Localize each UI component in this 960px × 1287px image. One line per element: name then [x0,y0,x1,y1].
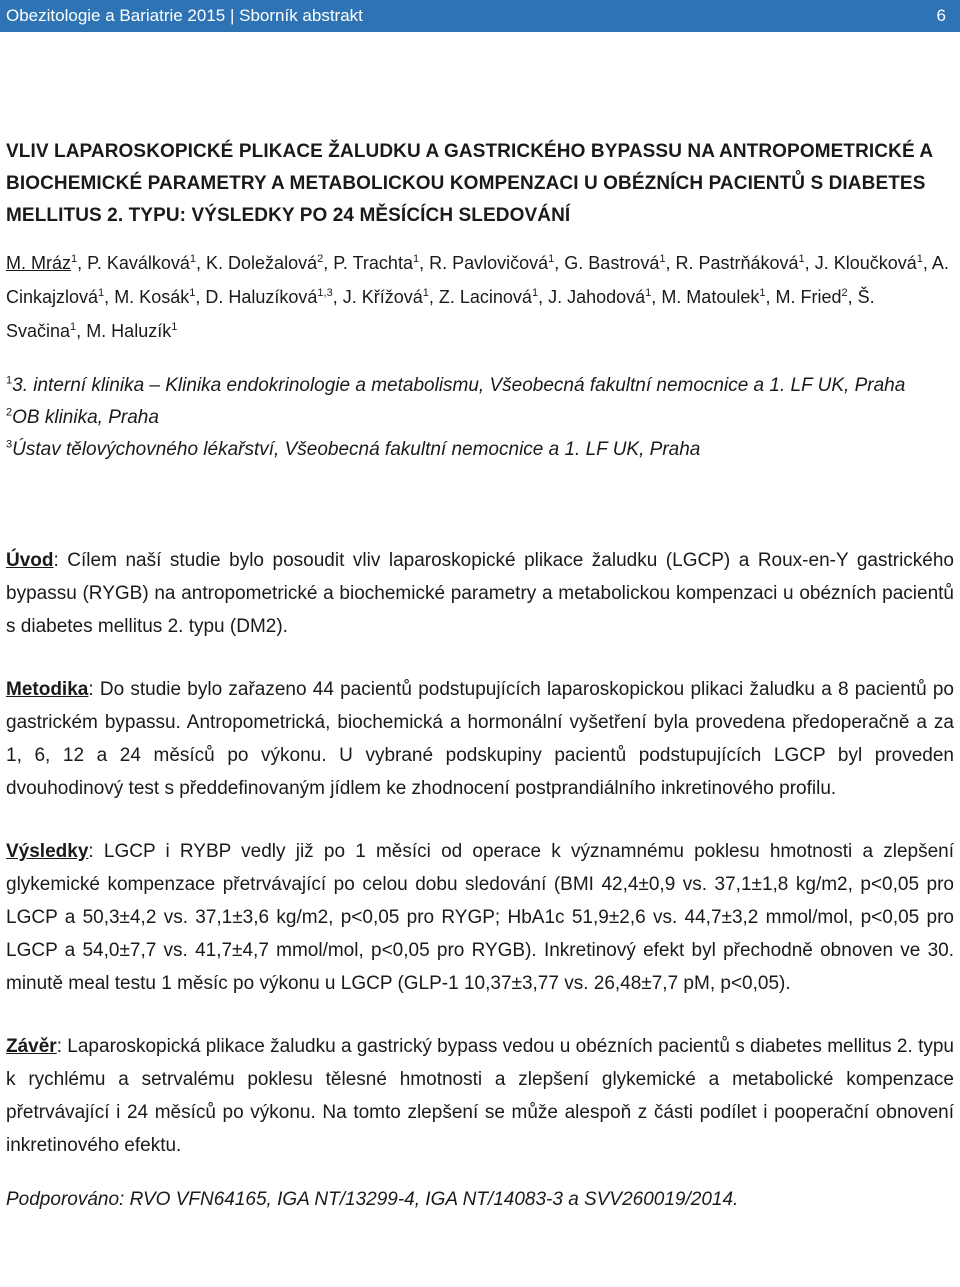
author-affiliation-mark: 1 [548,253,555,265]
author [86,321,177,341]
author-name: P. Trachta [333,253,413,273]
author-affiliation-mark: 1 [916,253,923,265]
affiliation-number: 3 [6,438,13,451]
affiliation [6,370,954,402]
author [661,287,765,307]
author-affiliation-mark: 1 [798,253,805,265]
author [564,253,665,273]
affiliation-list [6,370,954,466]
affiliation-text: 3. interní klinika – Klinika endokrinologie a metabolismu, Všeobecná fakultní nemocnice a 1. LF UK, Praha [12,375,906,396]
author-name: Š. Svačina [6,287,875,341]
author-affiliation-mark: 1 [759,287,766,299]
author-name: Z. Lacinová [438,287,532,307]
author-affiliation-mark: 1 [189,253,197,265]
affiliation-text: OB klinika, Praha [12,407,159,428]
author-name: M. Fried [775,287,842,307]
author-affiliation-mark: 1 [412,253,420,265]
author-name: P. Kaválková [87,253,190,273]
author-name: M. Kosák [114,287,190,307]
author-affiliation-mark: 2 [841,287,848,299]
section-label: Výsledky [6,841,89,862]
section-text: : Do studie bylo zařazeno 44 pacientů podstupujících laparoskopickou plikaci žaludku a 8 pacientů po gastrickém bypassu. Antropometrická, biochemická a hormonální vyšetření byla provedena předoperačně a za 1, 6, 12 a 24 měsíců po výkonu. U vybrané podskupiny pacientů podstupujících LGCP byl proveden dvouhodinový test s předdefinovaným jídlem ke zhodnocení postprandiálního inkretinového profilu. [6,679,954,799]
author [206,253,323,273]
author-affiliation-mark: 1 [189,287,196,299]
page-number: 6 [936,6,946,25]
author-name: J. Křížová [342,287,423,307]
section-vysledky [6,835,954,1000]
section-metodika [6,673,954,805]
author-affiliation-mark: 1 [659,253,666,265]
author-name: A. Cinkajzlová [6,253,949,307]
funding-note: Podporováno: RVO VFN64165, IGA NT/13299-4, IGA NT/14083-3 a SVV260019/2014. [6,1189,739,1210]
affiliation [6,434,954,466]
author-name: R. Pavlovičová [429,253,549,273]
section-label: Úvod [6,550,54,571]
section-label: Závěr [6,1036,57,1057]
author-name: K. Doležalová [206,253,318,273]
section-text: : LGCP i RYBP vedly již po 1 měsíci od operace k významnému poklesu hmotnosti a zlepšení glykemické kompenzace přetrvávající po celou dobu sledování (BMI 42,4±0,9 vs. 37,1±1,8 kg/m2, p<0,05 pro LGCP a 50,3±4,2 vs. 37,1±3,6 kg/m2, p<0,05 pro RYGP; HbA1c 51,9±2,6 vs. 44,7±3,2 mmol/mol, p<0,05 pro LGCP a 54,0±7,7 vs. 41,7±4,7 mmol/mol, p<0,05 pro RYGB). Inkretinový efekt byl přechodně obnoven ve 30. minutě meal testu 1 měsíc po výkonu u LGCP (GLP-1 10,37±3,77 vs. 26,48±7,7 pM, p<0,05). [6,841,954,994]
author-affiliation-mark: 1 [71,253,78,265]
section-uvod [6,544,954,643]
affiliation [6,402,954,434]
author [87,253,196,273]
affiliation-number: 2 [6,406,13,419]
author-affiliation-mark: 1 [531,287,539,299]
author-name: J. Jahodová [548,287,646,307]
author [429,253,554,273]
author [776,287,848,307]
author-name: D. Haluzíková [205,287,318,307]
author-affiliation-mark: 1 [645,287,652,299]
author-name: M. Haluzík [86,321,172,341]
author-affiliation-mark: 1 [70,321,77,333]
running-header [0,0,960,32]
author-name: J. Kloučková [814,253,917,273]
author [333,253,419,273]
journal-title: Obezitologie a Bariatrie 2015 | Sborník abstrakt [6,6,363,25]
author-affiliation-mark: 1 [98,287,105,299]
affiliation-text: Ústav tělovýchovného lékařství, Všeobecná fakultní nemocnice a 1. LF UK, Praha [12,439,701,460]
section-text: : Laparoskopická plikace žaludku a gastrický bypass vedou u obézních pacientů s diabetes mellitus 2. typu k rychlému a setrvalému poklesu tělesné hmotnosti a zlepšení glykemické a metabolické kompenzace přetrvávající i 24 měsíců po výkonu. Na tomto zlepšení se může alespoň z části podílet i pooperační obnovení inkretinového efektu. [6,1036,954,1156]
author-name: M. Mráz [6,253,71,273]
author [6,253,77,273]
author-affiliation-mark: 1,3 [317,287,333,299]
affiliation-number: 1 [6,374,13,387]
author-name: R. Pastrňáková [675,253,799,273]
author [815,253,923,273]
section-zaver [6,1030,954,1162]
author-name: G. Bastrová [564,253,660,273]
author-affiliation-mark: 2 [317,253,324,265]
author-affiliation-mark: 1 [422,287,429,299]
author [205,287,332,307]
author-affiliation-mark: 1 [171,321,178,333]
author-list: M. Mráz$^1$, P. Kaválková$^1$, K. Doležalová$^2$, P. Trachta$^1$, R. Pavlovičová$^1$, G. Bastrová$^1$, R. Pastrňáková$^1$, J. Kloučková$^1$, A. Cinkajzlová$^1$, M. Kosák$^1$, D. Haluzíková$^{1,3}$, J. Křížová$^1$, Z. Lacinová$^1$, J. Jahodová$^1$, M. Matoulek$^1$, M. Fried$^2$, Š. Svačina$^1$, M. Haluzík$^1$ [6,253,949,341]
author [675,253,804,273]
author [343,287,429,307]
article-title: VLIV LAPAROSKOPICKÉ PLIKACE ŽALUDKU A GASTRICKÉHO BYPASSU NA ANTROPOMETRICKÉ A BIOCHEMICKÉ PARAMETRY A METABOLICKOU KOMPENZACI U OBÉZNÍCH PACIENTŮ S DIABETES MELLITUS 2. TYPU: VÝSLEDKY PO 24 MĚSÍCÍCH SLEDOVÁNÍ [6,141,933,226]
section-label: Metodika [6,679,89,700]
author [114,287,195,307]
author-name: M. Matoulek [661,287,760,307]
author [439,287,538,307]
abstract-body [6,136,954,1216]
author [548,287,651,307]
section-text: : Cílem naší studie bylo posoudit vliv laparoskopické plikace žaludku (LGCP) a Roux-en-Y gastrického bypassu (RYGB) na antropometrické a biochemické parametry a metabolickou kompenzaci u obézních pacientů s diabetes mellitus 2. typu (DM2). [6,550,954,637]
